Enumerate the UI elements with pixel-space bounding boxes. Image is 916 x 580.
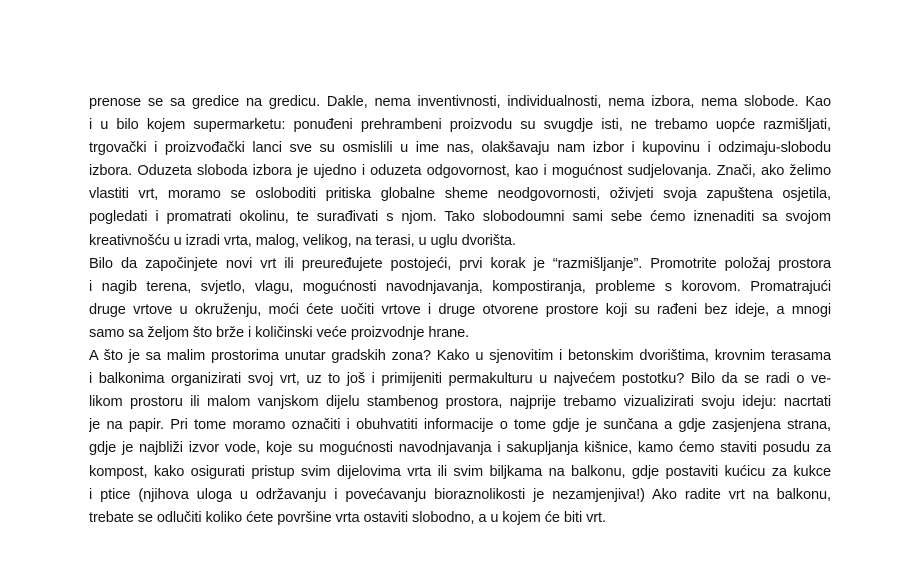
text-line: pogledati i promatrati okolinu, te surađivati s njom. Tako slobodoumni sami sebe ćemo iznenaditi sa svojom — [89, 209, 831, 226]
text-line: likom prostoru ili malom vanjskom dijelu stambenog prostora, najprije trebamo vizualizirati svoju ideju: nacrtati — [89, 394, 831, 411]
text-line: je na papir. Pri tome moramo označiti i obuhvatiti informacije o tome gdje je sunčana a gdje zasjenjena strana, — [89, 417, 831, 434]
text-line: druge vrtove u okruženju, moći ćete uočiti vrtove i druge otvorene prostore koji su rađeni bez ideje, a mnogi — [89, 301, 831, 318]
text-line: kreativnošću u izradi vrta, malog, velikog, na terasi, u uglu dvorišta. — [89, 232, 516, 249]
text-line: i nagib terena, svjetlo, vlagu, mogućnosti navodnjavanja, kompostiranja, probleme s korovom. Promatrajući — [89, 278, 831, 295]
text-line: i ptice (njihova uloga u održavanju i povećavanju bioraznolikosti je nezamjenjiva!) Ako radite vrt na balkonu, — [89, 486, 831, 503]
text-line: A što je sa malim prostorima unutar gradskih zona? Kako u sjenovitim i betonskim dvorištima, krovnim terasama — [89, 348, 831, 365]
text-line: gdje je najbliži izvor vode, koje su mogućnosti navodnjavanja i sakupljanja kišnice, kamo ćemo staviti posudu za — [89, 440, 831, 457]
text-line: prenose se sa gredice na gredicu. Dakle, nema inventivnosti, individualnosti, nema izbora, nema slobode. Kao — [89, 94, 831, 110]
text-line: kompost, kako osigurati pristup svim dijelovima vrta ili svim biljkama na balkonu, gdje postaviti kućicu za kukce — [89, 463, 831, 480]
text-line: vlastiti vrt, moramo se osloboditi pritiska globalne sheme neodgovornosti, oživjeti svoja zapuštena osjetila, — [89, 186, 831, 203]
text-line: Bilo da započinjete novi vrt ili preuređujete postojeći, prvi korak je “razmišljanje”. Promotrite položaj prostora — [89, 255, 831, 272]
body-text — [89, 91, 831, 530]
text-line: izbora. Oduzeta sloboda izbora je ujedno i oduzeta odgovornost, kao i mogućnost sudjelovanja. Znači, ako želimo — [89, 163, 831, 180]
text-line: i u bilo kojem supermarketu: ponuđeni prehrambeni proizvodu su svugdje isti, ne trebamo uopće razmišljati, — [89, 117, 831, 134]
text-line: trgovački i proizvođački lanci sve su osmislili u ime nas, olakšavaju nam izbor i kupovinu i odzimaju-slobodu — [89, 140, 831, 157]
text-line: trebate se odlučiti koliko ćete površine vrta ostaviti slobodno, a u kojem će biti vrt. — [89, 509, 606, 526]
text-line: i balkonima organizirati svoj vrt, uz to još i primijeniti permakulturu u najvećem postotku? Bilo da se radi o ve- — [89, 371, 831, 388]
text-line: samo sa željom što brže i količinski veće proizvodnje hrane. — [89, 324, 470, 341]
